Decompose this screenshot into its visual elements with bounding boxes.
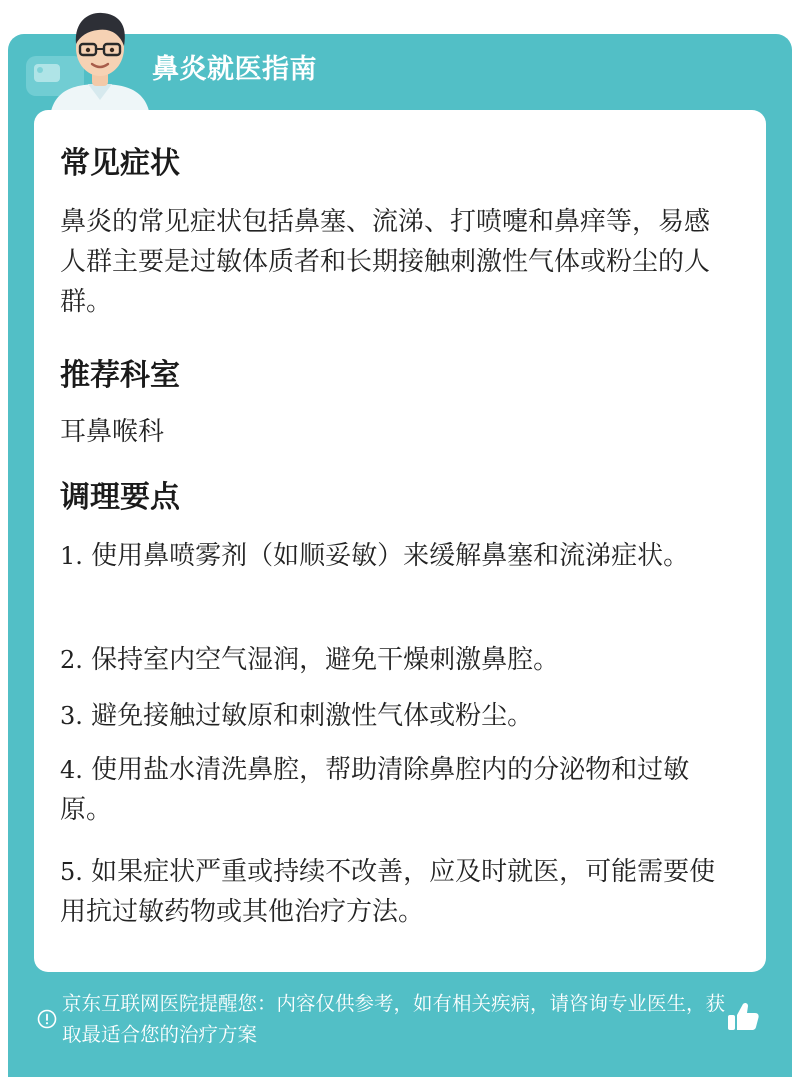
care-item-text: 避免接触过敏原和刺激性气体或粉尘。 [91,701,534,731]
care-item [60,536,730,576]
care-item [60,696,730,736]
symptoms-text: 鼻炎的常见症状包括鼻塞、流涕、打喷嚏和鼻痒等，易感人群主要是过敏体质者和长期接触刺激性气体或粉尘的人群。 [60,207,711,317]
care-item-number: 1. [60,542,83,570]
page-title: 鼻炎就医指南 [152,54,317,85]
care-item-text: 如果症状严重或持续不改善，应及时就医，可能需要使用抗过敏药物或其他治疗方法。 [60,857,716,927]
care-item-text: 使用鼻喷雾剂（如顺妥敏）来缓解鼻塞和流涕症状。 [91,541,690,571]
care-item-text: 使用盐水清洗鼻腔，帮助清除鼻腔内的分泌物和过敏原。 [60,755,690,825]
care-item-number: 4. [60,756,83,784]
info-icon [36,1008,58,1030]
section-heading-symptoms: 常见症状 [60,146,180,181]
doctor-avatar [44,4,156,116]
care-item [60,852,730,932]
care-item [60,640,730,680]
thumbs-up-icon[interactable] [724,998,762,1036]
care-item-text: 保持室内空气湿润，避免干燥刺激鼻腔。 [91,645,560,675]
content-card [34,110,766,972]
section-heading-care: 调理要点 [60,480,180,515]
care-item-number: 3. [60,702,83,730]
department-text: 耳鼻喉科 [60,417,165,447]
disclaimer-text: 京东互联网医院提醒您：内容仅供参考，如有相关疾病，请咨询专业医生，获取最适合您的治疗方案 [62,992,726,1046]
care-item [60,750,730,830]
section-heading-department: 推荐科室 [60,358,180,393]
care-item-number: 5. [60,858,83,886]
care-item-number: 2. [60,646,83,674]
